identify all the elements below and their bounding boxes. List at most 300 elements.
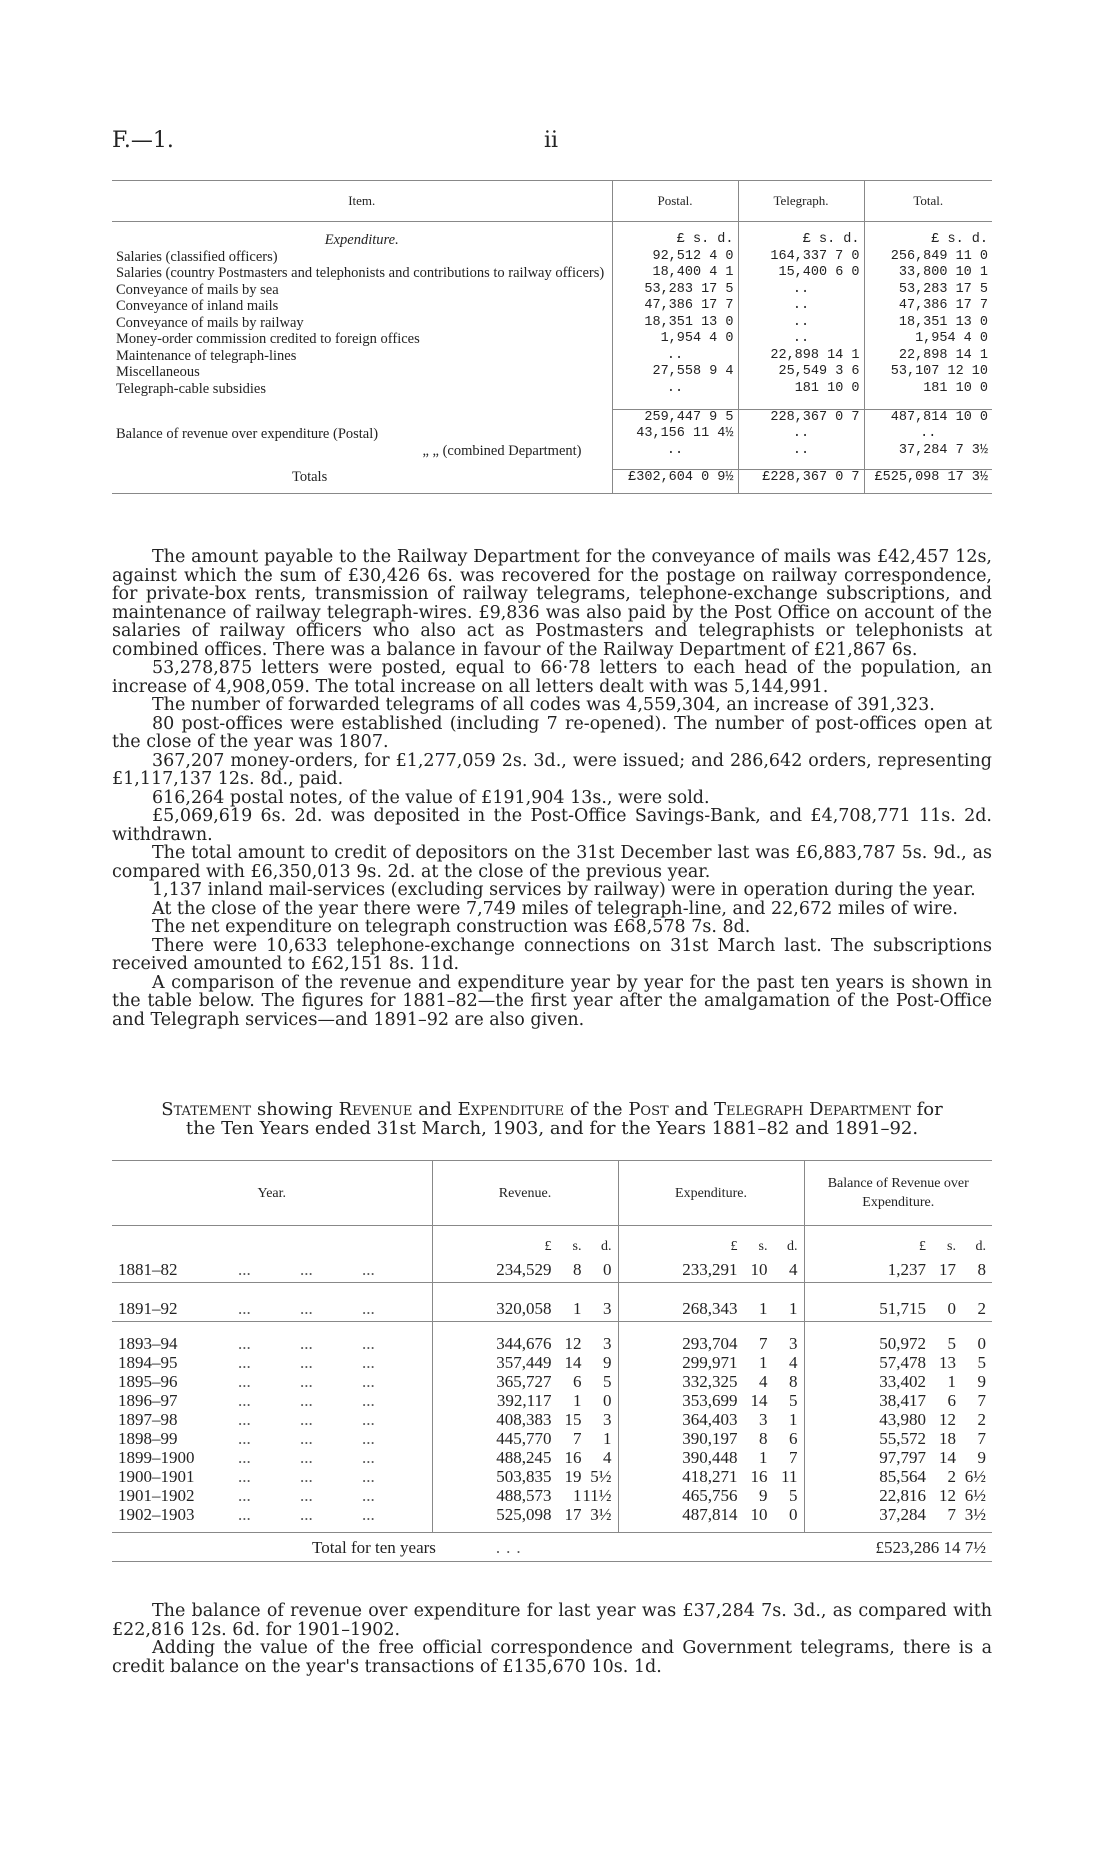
table-row: [112, 1256, 992, 1283]
row-item: Conveyance of mails by railway: [116, 314, 304, 331]
leader-dots: ...: [238, 1505, 251, 1524]
row-expenditure-pounds: 418,271: [682, 1467, 738, 1486]
row-year: 1901–1902: [118, 1486, 195, 1505]
paragraph: 616,264 postal notes, of the value of £191,904 13s., were sold.: [152, 787, 710, 808]
row-revenue: [432, 1353, 618, 1372]
table-row: [112, 282, 992, 299]
table-row: [112, 1429, 992, 1448]
row-balance-pence: 9: [977, 1448, 986, 1467]
row-postal: 18,351 13 0: [612, 315, 738, 332]
row-balance: [804, 1334, 992, 1353]
total-label-cell: [112, 1533, 804, 1562]
row-balance-pounds: 55,572: [879, 1429, 926, 1448]
units: £ s. d.: [738, 232, 864, 249]
row-telegraph: ..: [738, 315, 864, 332]
row-revenue-shillings: 17: [564, 1505, 582, 1524]
row-expenditure-pence: 11: [781, 1467, 798, 1486]
row-expenditure: [618, 1467, 804, 1486]
row-postal: 18,400 4 1: [612, 265, 738, 282]
row-balance-shillings: 2: [947, 1467, 956, 1486]
leader-dots: ...: [238, 1334, 251, 1353]
row-telegraph: ..: [738, 331, 864, 348]
row-telegraph: 15,400 6 0: [738, 265, 864, 282]
row-balance-pounds: 57,478: [879, 1353, 926, 1372]
row-balance-shillings: 6: [947, 1391, 956, 1410]
row-expenditure: [618, 1448, 804, 1467]
leader-dots: ...: [362, 1505, 375, 1524]
leader-dots: ...: [362, 1467, 375, 1486]
caption-word: Statement: [161, 1099, 252, 1120]
balance-combined-row: [112, 443, 992, 460]
leader-dots: ...: [238, 1467, 251, 1486]
row-expenditure-shillings: 1: [759, 1353, 768, 1372]
col-postal: Postal.: [612, 181, 738, 222]
row-year-cell: [112, 1256, 432, 1283]
row-balance-shillings: 5: [947, 1334, 956, 1353]
row-balance-shillings: 1: [947, 1372, 956, 1391]
leader-dots: ...: [362, 1410, 375, 1429]
row-revenue-pence: 5: [603, 1372, 612, 1391]
row-revenue: [432, 1410, 618, 1429]
row-item: „ „ (combined Department): [422, 442, 582, 459]
row-year-cell: [112, 1391, 432, 1410]
total-row: [112, 1533, 992, 1562]
row-expenditure: [618, 1372, 804, 1391]
row-balance-pence: 5: [977, 1353, 986, 1372]
row-balance-pounds: 85,564: [879, 1467, 926, 1486]
row-expenditure-pence: 7: [789, 1448, 798, 1467]
leader-dots: ...: [300, 1467, 313, 1486]
row-item: Maintenance of telegraph-lines: [116, 347, 297, 364]
units-balance: [804, 1226, 992, 1257]
totals-row: [112, 469, 992, 494]
row-revenue-pounds: 320,058: [496, 1298, 552, 1318]
leader-dots: ...: [300, 1429, 313, 1448]
paragraph: A comparison of the revenue and expenditure year by year for the past ten years is shown in the table below. The figures for 1881–82—the first year after the amalgamation of the Post-Office and Telegraph services—and 1891–92 are also given.: [112, 972, 992, 1030]
row-revenue-shillings: 7: [573, 1429, 582, 1448]
row-revenue-shillings: 15: [564, 1410, 582, 1429]
row-balance-pounds: 43,980: [879, 1410, 926, 1429]
col-balance: Balance of Revenue over Expenditure.: [804, 1161, 992, 1226]
leader-dots: ...: [362, 1486, 375, 1505]
row-balance-pence: 9: [977, 1372, 986, 1391]
row-expenditure-shillings: 1: [759, 1298, 768, 1318]
row-expenditure: [618, 1505, 804, 1524]
leader-dots: ...: [238, 1448, 251, 1467]
row-item: Conveyance of inland mails: [116, 298, 279, 314]
row-revenue: [432, 1467, 618, 1486]
row-revenue: [432, 1256, 618, 1283]
row-balance-shillings: 12: [939, 1486, 956, 1505]
row-item: Money-order commission credited to foreign offices: [116, 331, 420, 347]
row-revenue-shillings: 14: [564, 1353, 582, 1372]
row-expenditure-pence: 3: [789, 1334, 798, 1353]
row-revenue: [432, 1334, 618, 1353]
leader-dots: ...: [300, 1259, 313, 1279]
leader-dots: ...: [300, 1391, 313, 1410]
row-balance-pounds: 37,284: [879, 1505, 926, 1524]
row-year: 1894–95: [118, 1353, 178, 1372]
row-expenditure: [618, 1410, 804, 1429]
caption-text: for: [910, 1099, 943, 1120]
row-expenditure: [618, 1391, 804, 1410]
row-expenditure-shillings: 8: [759, 1429, 768, 1448]
row-revenue-pence: 3: [603, 1410, 612, 1429]
table-caption: [112, 1100, 992, 1138]
caption-text: and: [668, 1099, 714, 1120]
total-value: [804, 1533, 992, 1562]
leader-dots: ...: [300, 1298, 313, 1318]
row-balance: [804, 1353, 992, 1372]
row-year-cell: [112, 1486, 432, 1505]
row-total: 1,954 4 0: [864, 331, 992, 348]
row-expenditure-pounds: 293,704: [682, 1334, 738, 1353]
row-expenditure-pence: 0: [789, 1505, 798, 1524]
totals-telegraph: £228,367 0 7: [738, 469, 864, 494]
revenue-expenditure-table: [112, 1160, 992, 1562]
row-total: 37,284 7 3½: [864, 443, 992, 460]
table-row: [112, 1448, 992, 1467]
table-row: [112, 249, 992, 266]
row-balance-shillings: 12: [939, 1410, 956, 1429]
caption-word: Telegraph Department: [713, 1099, 911, 1120]
row-balance: [804, 1372, 992, 1391]
row-expenditure-shillings: 1: [759, 1448, 768, 1467]
row-revenue-pence: 4: [603, 1448, 612, 1467]
row-expenditure-pounds: 268,343: [682, 1298, 738, 1318]
units-revenue-pence: d.: [601, 1239, 612, 1254]
row-year-cell: [112, 1467, 432, 1486]
row-revenue-shillings: 1: [573, 1391, 582, 1410]
row-year-cell: [112, 1448, 432, 1467]
leader-dots: ...: [300, 1372, 313, 1391]
row-balance: [804, 1295, 992, 1322]
table-row: [112, 1467, 992, 1486]
row-telegraph: 181 10 0: [738, 381, 864, 398]
row-revenue-pence: 1: [603, 1429, 612, 1448]
row-revenue-shillings: 8: [573, 1259, 582, 1279]
row-postal: 92,512 4 0: [612, 249, 738, 266]
row-revenue-pounds: 234,529: [496, 1259, 552, 1279]
row-balance-shillings: 13: [939, 1353, 956, 1372]
leader-dots: ...: [362, 1448, 375, 1467]
row-postal: 27,558 9 4: [612, 364, 738, 381]
caption-word: Expenditure: [457, 1099, 565, 1120]
row-telegraph: 25,549 3 6: [738, 364, 864, 381]
units-row: [112, 1226, 992, 1257]
row-balance: [804, 1505, 992, 1524]
row-postal: 53,283 17 5: [612, 282, 738, 299]
row-balance-pence: 2: [977, 1298, 986, 1318]
row-revenue: [432, 1295, 618, 1322]
row-year-cell: [112, 1334, 432, 1353]
row-revenue-pence: 0: [603, 1391, 612, 1410]
units: £ s. d.: [612, 232, 738, 249]
table-row: [112, 348, 992, 365]
row-balance: [804, 1256, 992, 1283]
row-expenditure-pounds: 299,971: [682, 1353, 738, 1372]
row-year: 1893–94: [118, 1334, 178, 1353]
leader-dots: ...: [238, 1298, 251, 1318]
row-revenue-pence: 3: [603, 1298, 612, 1318]
paragraph: 1,137 inland mail-services (excluding services by railway) were in operation during the year.: [152, 880, 976, 900]
row-balance-pence: 3½: [964, 1505, 986, 1524]
units-revenue: [432, 1226, 618, 1257]
row-balance: [804, 1410, 992, 1429]
row-year: 1891–92: [118, 1298, 178, 1318]
row-revenue-pounds: 488,573: [496, 1486, 552, 1505]
units-expenditure-shillings: s.: [758, 1239, 768, 1254]
row-revenue-pounds: 408,383: [496, 1410, 552, 1429]
row-expenditure-shillings: 3: [759, 1410, 768, 1429]
row-expenditure-pence: 1: [789, 1298, 798, 1318]
row-expenditure-pounds: 364,403: [682, 1410, 738, 1429]
row-total: 22,898 14 1: [864, 348, 992, 365]
table-row: [112, 1295, 992, 1322]
row-year: 1899–1900: [118, 1448, 195, 1467]
row-balance-shillings: 17: [939, 1259, 956, 1279]
row-balance-pence: 0: [977, 1334, 986, 1353]
row-item: Salaries (country Postmasters and telephonists and contributions to railway officers): [116, 265, 605, 281]
paragraph: 367,207 money-orders, for £1,277,059 2s. 3d., were issued; and 286,642 orders, representing £1,117,137 12s. 8d., paid.: [112, 750, 992, 789]
row-expenditure-shillings: 10: [750, 1505, 768, 1524]
row-expenditure-pence: 6: [789, 1429, 798, 1448]
row-revenue: [432, 1391, 618, 1410]
paragraph: Adding the value of the free official correspondence and Government telegrams, there is a credit balance on the year's transactions of £135,670 10s. 1d.: [112, 1638, 992, 1677]
row-year: 1898–99: [118, 1429, 178, 1448]
row-balance-pence: 7: [977, 1429, 986, 1448]
units-revenue-shillings: s.: [572, 1239, 582, 1254]
caption-text: showing: [251, 1099, 339, 1120]
leader-dots: ...: [300, 1505, 313, 1524]
page-number: ii: [544, 128, 559, 153]
body-text: [112, 548, 992, 1029]
row-postal: ..: [612, 381, 738, 398]
page-ref: F.—1.: [112, 128, 174, 153]
row-balance-shillings: 14: [939, 1448, 956, 1467]
row-revenue-pounds: 525,098: [496, 1505, 552, 1524]
row-revenue-pence: 11½: [582, 1486, 612, 1505]
row-year: 1897–98: [118, 1410, 178, 1429]
row-expenditure-shillings: 10: [750, 1259, 768, 1279]
totals-total: £525,098 17 3½: [864, 469, 992, 494]
closing-text: [112, 1602, 992, 1676]
row-year-cell: [112, 1410, 432, 1429]
subtotal-total: 487,814 10 0: [864, 409, 992, 426]
table-row: [112, 364, 992, 381]
row-telegraph: ..: [738, 443, 864, 460]
row-balance: [804, 1486, 992, 1505]
row-expenditure-pence: 4: [789, 1259, 798, 1279]
paragraph: 80 post-offices were established (including 7 re-opened). The number of post-offices open at the close of the year was 1807.: [112, 713, 992, 752]
row-revenue-pounds: 357,449: [496, 1353, 552, 1372]
row-total: 53,107 12 10: [864, 364, 992, 381]
row-year-cell: [112, 1429, 432, 1448]
table-row: [112, 315, 992, 332]
row-revenue-pounds: 503,835: [496, 1467, 552, 1486]
row-expenditure-shillings: 14: [750, 1391, 768, 1410]
leader-dots: ...: [300, 1334, 313, 1353]
row-year-cell: [112, 1372, 432, 1391]
caption-word: Revenue: [338, 1099, 413, 1120]
units-expenditure: [618, 1226, 804, 1257]
table-row: [112, 298, 992, 315]
units-balance-pounds: £: [919, 1239, 926, 1254]
row-expenditure-pounds: 465,756: [682, 1486, 738, 1505]
row-expenditure-shillings: 4: [759, 1372, 768, 1391]
units-balance-shillings: s.: [947, 1239, 956, 1254]
row-balance-pence: 7: [977, 1391, 986, 1410]
row-balance-pence: 6½: [964, 1467, 986, 1486]
row-expenditure-pence: 5: [789, 1391, 798, 1410]
leader-dots: ...: [362, 1353, 375, 1372]
paragraph: 53,278,875 letters were posted, equal to 66·78 letters to each head of the population, an increase of 4,908,059. The total increase on all letters dealt with was 5,144,991.: [112, 658, 992, 697]
col-year: Year.: [112, 1161, 432, 1226]
totals-label: Totals: [112, 469, 612, 494]
row-revenue-pence: 5½: [590, 1467, 612, 1486]
row-revenue-shillings: 12: [564, 1334, 582, 1353]
table-row: [112, 1505, 992, 1524]
row-balance-pence: 8: [977, 1259, 986, 1279]
row-total: 181 10 0: [864, 381, 992, 398]
row-balance: [804, 1467, 992, 1486]
row-item: Salaries (classified officers): [116, 248, 278, 265]
row-revenue: [432, 1429, 618, 1448]
row-expenditure-shillings: 7: [759, 1334, 768, 1353]
leader-dots: ...: [300, 1353, 313, 1372]
table-header: [112, 181, 992, 222]
row-revenue: [432, 1372, 618, 1391]
col-telegraph: Telegraph.: [738, 181, 864, 222]
table-header: [112, 1161, 992, 1226]
table-row: [112, 1410, 992, 1429]
leader-dots: ...: [362, 1334, 375, 1353]
col-revenue: Revenue.: [432, 1161, 618, 1226]
col-total: Total.: [864, 181, 992, 222]
row-balance-pounds: 33,402: [879, 1372, 926, 1391]
row-balance-pounds: 22,816: [879, 1486, 926, 1505]
row-balance: [804, 1448, 992, 1467]
row-expenditure-pounds: 487,814: [682, 1505, 738, 1524]
row-total: 18,351 13 0: [864, 315, 992, 332]
row-telegraph: ..: [738, 298, 864, 315]
leader-dots: ...: [238, 1391, 251, 1410]
row-expenditure: [618, 1334, 804, 1353]
units-expenditure-pence: d.: [787, 1239, 798, 1254]
row-postal: ..: [612, 348, 738, 365]
leader-dots: ...: [238, 1259, 251, 1279]
units-balance-pence: d.: [975, 1239, 986, 1254]
leader-dots: ...: [362, 1429, 375, 1448]
row-revenue-pence: 3½: [590, 1505, 612, 1524]
row-revenue-shillings: 1: [573, 1298, 582, 1318]
row-expenditure: [618, 1429, 804, 1448]
row-total: 256,849 11 0: [864, 249, 992, 266]
table-row: [112, 381, 992, 398]
table-row: [112, 331, 992, 348]
row-expenditure: [618, 1295, 804, 1322]
totals-postal: £302,604 0 9½: [612, 469, 738, 494]
table-row: [112, 1391, 992, 1410]
row-telegraph: 22,898 14 1: [738, 348, 864, 365]
row-revenue-pounds: 344,676: [496, 1334, 552, 1353]
leader-dots: ...: [362, 1259, 375, 1279]
row-postal: 1,954 4 0: [612, 331, 738, 348]
leader-dots: ...: [238, 1353, 251, 1372]
row-expenditure-shillings: 16: [750, 1467, 768, 1486]
table-row: [112, 1486, 992, 1505]
caption-text: of the: [564, 1099, 629, 1120]
row-revenue-pounds: 445,770: [496, 1429, 552, 1448]
table-row: [112, 1353, 992, 1372]
row-item: Balance of revenue over expenditure (Postal): [116, 426, 379, 442]
row-revenue-pence: 0: [603, 1259, 612, 1279]
row-balance: [804, 1429, 992, 1448]
row-postal: 47,386 17 7: [612, 298, 738, 315]
row-expenditure: [618, 1486, 804, 1505]
col-item: Item.: [112, 181, 612, 222]
leader-dots: ...: [300, 1410, 313, 1429]
paragraph: £5,069,619 6s. 2d. was deposited in the Post-Office Savings-Bank, and £4,708,771 11s. 2d. withdrawn.: [112, 806, 992, 845]
row-telegraph: ..: [738, 282, 864, 299]
row-expenditure-pence: 5: [789, 1486, 798, 1505]
row-revenue-pounds: 365,727: [496, 1372, 552, 1391]
row-expenditure-pounds: 390,197: [682, 1429, 738, 1448]
row-revenue: [432, 1448, 618, 1467]
row-expenditure: [618, 1353, 804, 1372]
paragraph: At the close of the year there were 7,749 miles of telegraph-line, and 22,672 miles of wire.: [152, 898, 958, 919]
subtotal-telegraph: 228,367 0 7: [738, 409, 864, 426]
total-pence: 7½: [964, 1537, 986, 1557]
leader-dots: ...: [300, 1486, 313, 1505]
row-balance-shillings: 7: [947, 1505, 956, 1524]
col-expenditure: Expenditure.: [618, 1161, 804, 1226]
row-year: 1881–82: [118, 1259, 178, 1279]
row-expenditure-pounds: 353,699: [682, 1391, 738, 1410]
row-item: Miscellaneous: [116, 364, 200, 380]
caption-line-2: the Ten Years ended 31st March, 1903, and for the Years 1881–82 and 1891–92.: [185, 1118, 919, 1139]
units-expenditure-pounds: £: [730, 1239, 738, 1254]
row-total: 33,800 10 1: [864, 265, 992, 282]
row-revenue-pounds: 488,245: [496, 1448, 552, 1467]
row-revenue-shillings: 6: [573, 1372, 582, 1391]
row-balance-pounds: 97,797: [879, 1448, 926, 1467]
row-expenditure: [618, 1256, 804, 1283]
row-revenue-shillings: 19: [564, 1467, 582, 1486]
total-shillings: 14: [943, 1537, 961, 1557]
row-revenue-pounds: 392,117: [496, 1391, 552, 1410]
row-balance-pence: 6½: [964, 1486, 986, 1505]
row-total: 47,386 17 7: [864, 298, 992, 315]
row-expenditure-pounds: 332,325: [682, 1372, 738, 1391]
leader-dots: ...: [362, 1391, 375, 1410]
row-year-cell: [112, 1505, 432, 1524]
row-balance-pounds: 50,972: [879, 1334, 926, 1353]
row-balance-shillings: 18: [939, 1429, 956, 1448]
row-revenue: [432, 1486, 618, 1505]
leader-dots: ...: [238, 1410, 251, 1429]
subtotal-row: [112, 409, 992, 426]
caption-text: and: [412, 1099, 458, 1120]
units-revenue-pounds: £: [544, 1239, 552, 1254]
caption-word: Post: [628, 1099, 669, 1120]
paragraph: The balance of revenue over expenditure for last year was £37,284 7s. 3d., as compared with £22,816 12s. 6d. for 1901–1902.: [112, 1601, 992, 1640]
units-row: [112, 232, 992, 249]
paragraph: The number of forwarded telegrams of all codes was 4,559,304, an increase of 391,323.: [152, 695, 935, 715]
row-balance-pence: 2: [977, 1410, 986, 1429]
balance-postal-row: [112, 426, 992, 443]
row-year: 1902–1903: [118, 1505, 195, 1524]
